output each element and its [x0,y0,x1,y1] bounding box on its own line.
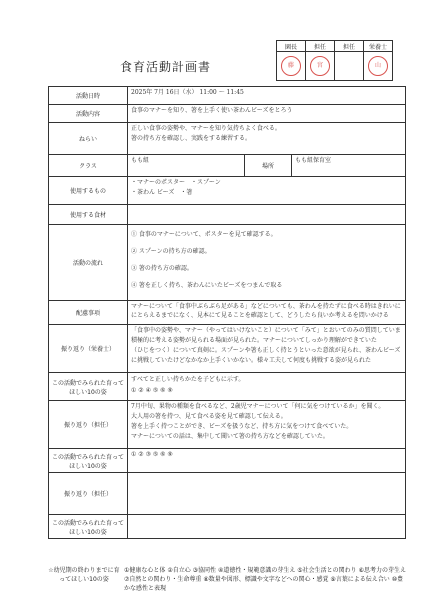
reflect-teacher-label: 振り返り（担任） [49,401,128,449]
aspect-item: ⑨言葉による伝え合い [330,576,390,583]
date-label: 活動日時 [49,87,128,105]
reflect-teacher-line: マナーについての話は、集中して聞いて箸の持ち方などを確認していた。 [131,433,329,440]
aspect-item: ②自立心 [167,567,191,574]
aim-line: 箸の持ち方を確認し、実践をする練習する。 [131,135,252,142]
consider-label: 配慮事項 [49,301,128,325]
food-label: 使用する食材 [49,205,128,225]
stamp-header-teacher2: 担任 [335,41,364,52]
items-label: 使用するもの [49,177,128,205]
items-line: ・茶わん ビーズ ・箸 [131,189,193,196]
consider-line: マナーについて「食事中ぶらぶら足がある」などについても、茶わんを持たずに食べる時はきれいに [131,303,401,310]
food-value [128,205,406,225]
reflect-teacher2-value [128,473,406,515]
growth3-value [128,515,406,539]
growth3-label: この活動でみられた育ってほしい10の姿 [49,515,128,539]
aspect-item: ⑧数量や図形、標識や文字などへの関心・感覚 [203,576,329,583]
items-line: ・マナーのポスター ・スプーン [131,179,221,186]
class-label: クラス [49,155,128,177]
content-value: 食事のマナーを知り、箸を上手く使い茶わんビーズをとろう [128,105,406,123]
seal-teacher1: 宮 [310,56,330,76]
reflect-nutri-line: に挑戦していたけどなかなか上手くいかない。様々工夫して何度も挑戦する姿が見られた [131,357,372,364]
plan-table [48,86,406,539]
aspect-item: ⑦自然との関わり・生命尊重 [124,576,202,583]
ten-aspects-footer [48,566,406,593]
approval-stamps [276,40,393,81]
growth2-numbers: ① ② ③ ⑤ ⑥ ⑨ [128,449,406,473]
aim-line: 正しい食事の姿勢や、マナーを知り気持ちよく食べる。 [131,125,281,132]
reflect-teacher-line: 大人用の箸を持つ、見て食べる姿を見て確認して伝える。 [131,413,287,420]
aspect-item: ⑩豊かな感性と表現 [124,576,404,592]
class-value: もも組 [128,155,245,177]
aspect-item: ⑤社会生活との関わり [297,567,357,574]
reflect-nutri-line: （ひじをつく）について真剣に。スプーンや箸も正しく持とうといった意欲が見られ、茶わんビーズ [131,347,401,354]
content-label: 活動内容 [49,105,128,123]
aspect-item: ⑥思考力の芽生え [358,567,406,574]
reflect-nutri-line: 積極的に考える姿勢が見られる場面が見られた。マナーについてしっかり理解ができていた [131,337,377,344]
flow-label: 活動の流れ [49,225,128,301]
consider-line: にとらえるまでになく、見本にて見ることを確認として、どうしたら良いか考えるを問いかける [131,312,389,319]
place-label: 場所 [245,155,292,177]
aspect-item: ④道徳性・規範意識の芽生え [217,567,296,574]
growth1-label: この活動でみられた育ってほしい10の姿 [49,373,128,401]
stamp-header-principal: 園長 [277,41,306,52]
reflect-teacher2-label: 振り返り（担任） [49,473,128,515]
growth1-note: すべてと正しい持ちかたを子どもに示す。 [131,376,245,383]
place-value: もも組保育室 [292,155,406,177]
flow-step: ③ 箸の持ち方の確認。 [131,265,193,272]
footer-label: ☆幼児期の終わりまでに育ってほしい10の姿 [48,567,120,583]
aim-label: ねらい [49,123,128,155]
flow-step: ① 食事のマナーについて、ポスターを見て確認する。 [131,231,277,238]
page-title: 食育活動計画書 [120,60,212,74]
reflect-teacher-line: 7月中旬、果物の種類を食べるなど、2歳児マナーについて「何に気をつけているか」を聞く。 [131,403,385,410]
reflect-nutri-line: 「食事中の姿勢や、マナー（やってはいけないこと）について「みて」とおいてのみの質問していま [131,327,401,334]
stamp-header-nutritionist: 栄養士 [364,41,393,52]
seal-principal: 藤 [281,56,301,76]
flow-step: ② スプーンの持ち方の確認。 [131,248,211,255]
reflect-nutri-label: 振り返り（栄養士） [49,325,128,373]
seal-nutritionist: 山 [368,56,388,76]
aspect-item: ③協同性 [192,567,217,574]
date-value: 2025年 7月 16日（水） 11:00 ～ 11:45 [128,87,406,105]
reflect-teacher-line: 箸を上手く持つことができ、ビーズを扱うなど、持ち方に気をつけて食べていた。 [131,423,353,430]
growth2-label: この活動でみられた育ってほしい10の姿 [49,449,128,473]
growth1-numbers: ① ② ④ ⑤ ⑥ ⑨ [131,387,173,394]
aspect-item: ①健康な心と体 [124,567,166,574]
flow-step: ④ 箸を正しく持ち、茶わんにいたビーズをつまんで取る [131,282,283,289]
stamp-header-teacher1: 担任 [306,41,335,52]
